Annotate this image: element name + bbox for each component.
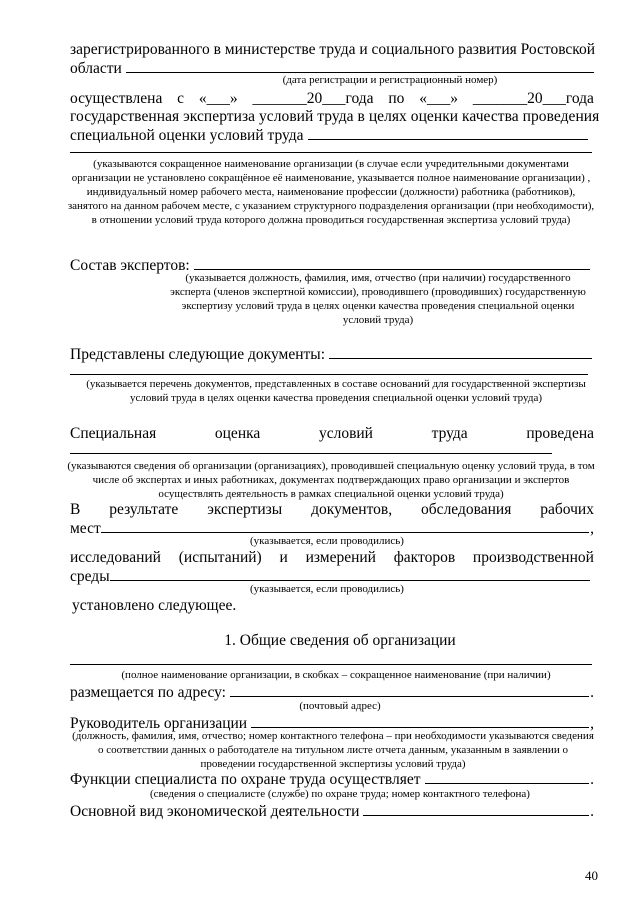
caption-postal-address: (почтовый адрес) <box>299 700 381 712</box>
blank-rule[interactable] <box>70 374 588 375</box>
region-label: области <box>70 60 122 77</box>
word: труда <box>431 425 468 442</box>
environment-label: среды <box>70 568 110 585</box>
caption-if-conducted: (указывается, если проводились) <box>250 583 404 595</box>
registration-blank[interactable] <box>126 59 594 73</box>
word: результате <box>109 501 179 518</box>
caption-documents: (указывается перечень документов, представленных в составе оснований для государственной экспертизы условий труда в целях оценки качества проведения специальной оценки условий труда) <box>86 378 586 404</box>
date-blank-start-year[interactable]: _______20___года <box>252 90 374 107</box>
text-line-activity <box>70 802 594 821</box>
word: проведена <box>526 425 594 442</box>
date-blank-end-year[interactable]: _______20___года <box>472 90 594 107</box>
caption-organization-workplace: (указываются сокращенное наименование организации (в случае если учредительными документами организации не установлено сокращённое её наименование, указывается полное наименование организации) , индивидуальный номер рабочего места, наименование профессии (должности) работника (работников), занятого на данном рабочем месте, с указанием структурного подразделения организации (при необходимости), в отношении условий труда которого должна проводиться государственная экспертиза условий труда) <box>67 158 595 226</box>
text-line-research <box>70 549 594 567</box>
date-blank-end-day[interactable]: «___» <box>419 90 459 107</box>
word: (испытаний) <box>178 549 262 566</box>
text-line-special-assessment <box>70 126 588 145</box>
date-blank-start-day[interactable]: «___» <box>198 90 238 107</box>
text-line-result <box>70 501 594 519</box>
period: . <box>590 771 594 788</box>
caption-safety-specialist: (сведения о специалисте (службе) по охране труда; номер контактного телефона) <box>150 788 530 800</box>
blank-rule[interactable] <box>70 664 592 665</box>
word: обследования <box>421 501 512 518</box>
head-blank[interactable] <box>251 714 589 728</box>
text-line-established: установлено следующее. <box>72 597 237 614</box>
workplaces-label: мест <box>70 520 101 537</box>
page-number: 40 <box>585 868 598 883</box>
word: факторов <box>393 549 456 566</box>
section-heading-general-info: 1. Общие сведения об организации <box>224 632 456 649</box>
blank-rule[interactable] <box>70 453 552 454</box>
text-line-performed <box>70 90 594 108</box>
period: . <box>590 684 594 701</box>
caption-org-name: (полное наименование организации, в скобках – сокращенное наименование (при наличии) <box>121 669 551 681</box>
experts-label: Состав экспертов: <box>70 257 190 274</box>
word: исследований <box>70 549 161 566</box>
experts-blank[interactable] <box>194 256 590 270</box>
word: производственной <box>472 549 594 566</box>
special-assessment-label: специальной оценки условий труда <box>70 127 304 144</box>
word: измерений <box>305 549 376 566</box>
word: В <box>70 501 81 518</box>
word: условий <box>318 425 373 442</box>
caption-registration: (дата регистрации и регистрационный номер) <box>282 74 498 86</box>
word: с <box>177 90 185 107</box>
documents-label: Представлены следующие документы: <box>70 346 326 363</box>
word: осуществлена <box>70 90 163 107</box>
caption-if-conducted: (указывается, если проводились) <box>250 535 404 547</box>
caption-head-details: (должность, фамилия, имя, отчество; номер контактного телефона – при необходимости указываются сведения о соответствии данных о работодателе на титульном листе отчета данным, указанным в заявлении о проведении государственной экспертизы условий труда) <box>72 730 594 770</box>
text-line-documents <box>70 345 592 364</box>
period: . <box>590 803 594 820</box>
safety-specialist-label: Функции специалиста по охране труда осуществляет <box>70 771 421 788</box>
word: и <box>279 549 288 566</box>
blank-rule[interactable] <box>70 152 592 153</box>
caption-assessment-org: (указываются сведения об организации (организациях), проводившей специальную оценку условий труда, в том числе об экспертах и иных работниках, документах подтверждающих право организации и экспертов осуществлять деятельность в рамках специальной оценки условий труда) <box>67 460 595 500</box>
head-label: Руководитель организации <box>70 715 248 732</box>
safety-specialist-blank[interactable] <box>425 770 590 784</box>
word: Специальная <box>70 425 157 442</box>
word: рабочих <box>540 501 594 518</box>
text-line-assessment-done <box>70 425 594 443</box>
special-assessment-blank[interactable] <box>308 126 588 140</box>
text-line-expertise: государственная экспертиза условий труда в целях оценки качества проведения <box>70 108 600 125</box>
word: по <box>388 90 405 107</box>
word: документов, <box>311 501 393 518</box>
documents-blank[interactable] <box>329 345 592 359</box>
activity-blank[interactable] <box>363 802 589 816</box>
word: оценка <box>214 425 261 442</box>
word: экспертизы <box>207 501 283 518</box>
comma: , <box>590 520 594 537</box>
text-line-registered: зарегистрированного в министерстве труда и социального развития Ростовской <box>70 41 596 58</box>
workplaces-blank[interactable] <box>101 519 589 533</box>
activity-label: Основной вид экономической деятельности <box>70 803 360 820</box>
comma: , <box>590 715 594 732</box>
caption-experts: (указывается должность, фамилия, имя, отчество (при наличии) государственного эксперта (членов экспертной комиссии), проводившего (проводивших) государственную экспертизу условий труда в целях оценки качества проведения специальной оценки условий труда) <box>170 272 586 326</box>
environment-blank[interactable] <box>110 567 590 581</box>
address-blank[interactable] <box>230 683 589 697</box>
address-label: размещается по адресу: <box>70 684 226 701</box>
